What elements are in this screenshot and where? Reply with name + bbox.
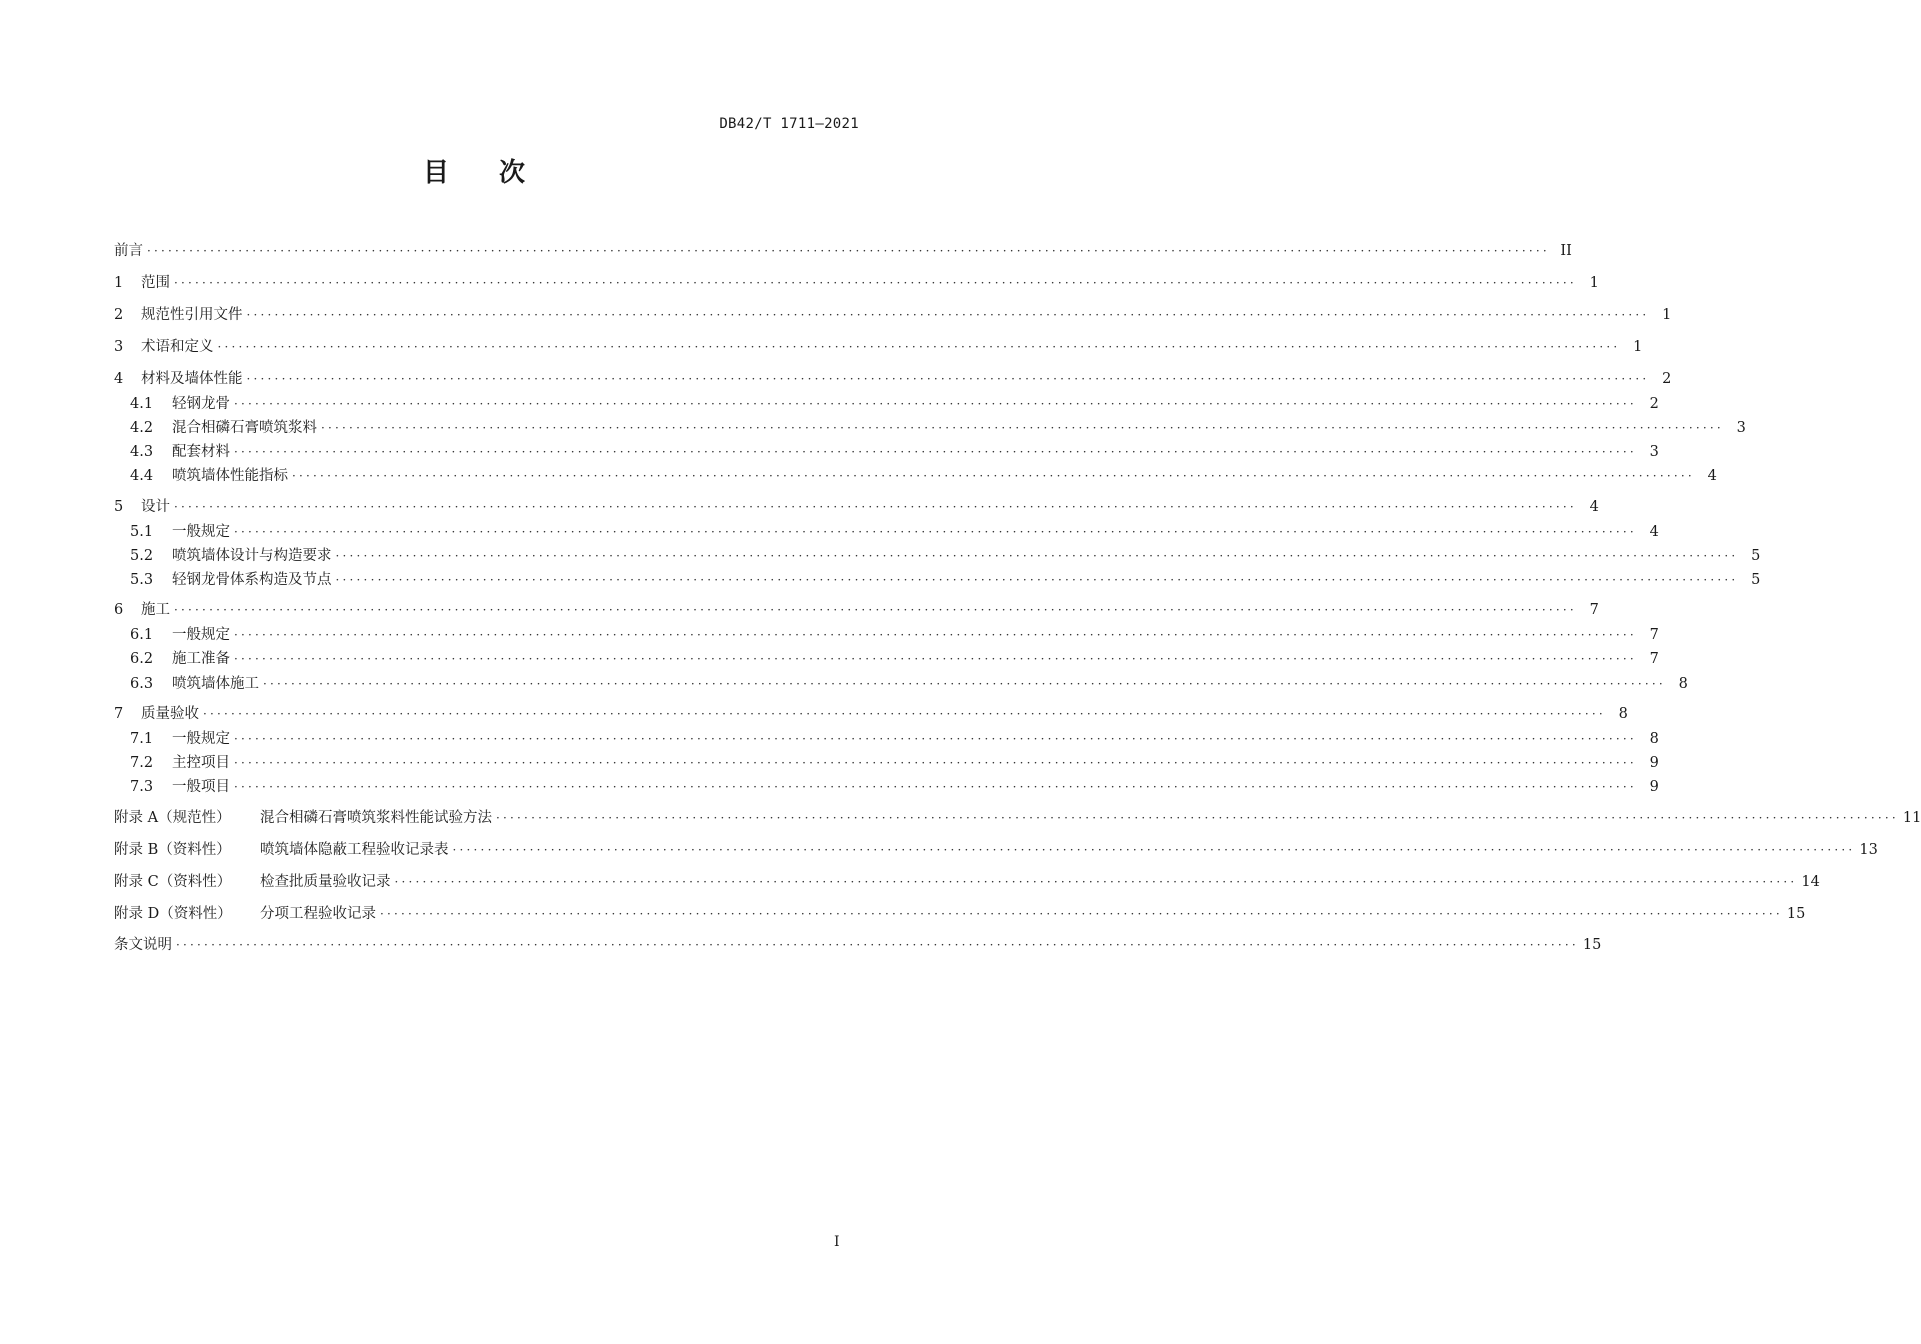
toc-page-number: 5: [1751, 548, 1761, 564]
toc-entry-title: 一般项目: [172, 779, 230, 795]
toc-entry-label: [114, 368, 243, 390]
toc-page-number: 8: [1678, 676, 1688, 692]
toc-entry-number: 7.2: [130, 755, 154, 771]
toc-entry-number: 2: [114, 307, 124, 323]
toc-entry-title: 主控项目: [172, 755, 230, 771]
toc-entry-label: [114, 752, 230, 774]
toc-entry-number: 7: [114, 706, 124, 722]
toc-entry-title: 范围: [141, 275, 170, 291]
toc-entry-number: 4.3: [130, 444, 154, 460]
toc-page-number: 11: [1902, 810, 1921, 826]
toc-entry[interactable]: [114, 871, 1820, 893]
toc-page-number: 1: [1633, 339, 1643, 355]
toc-entry-label: [114, 624, 230, 646]
toc-entry-number: 6.1: [130, 627, 154, 643]
toc-entry[interactable]: [114, 776, 1659, 798]
toc-entry-number: 5.2: [130, 548, 154, 564]
footer-page-number: I: [834, 1234, 840, 1250]
toc-entry-title: 配套材料: [172, 444, 230, 460]
toc-page-number: 15: [1582, 937, 1602, 953]
toc-leader-dots: ········································································································································································································: [452, 843, 1856, 857]
toc-leader-dots: ········································································································································································································: [174, 603, 1577, 617]
toc-entry-title: 检查批质量验收记录: [260, 874, 391, 890]
toc-entry-title: 混合相磷石膏喷筑浆料: [172, 420, 317, 436]
toc-entry-title: 施工: [141, 602, 170, 618]
toc-leader-dots: ········································································································································································································: [234, 652, 1637, 666]
toc-leader-dots: ········································································································································································································: [203, 707, 1606, 721]
toc-page-number: 13: [1859, 842, 1878, 858]
toc-entry-label: [114, 599, 170, 621]
toc-leader-dots: ········································································································································································································: [335, 573, 1739, 587]
toc-entry[interactable]: [114, 521, 1659, 543]
toc-entry[interactable]: [114, 496, 1599, 518]
toc-page-number: 9: [1649, 755, 1659, 771]
toc-entry-label: [114, 839, 449, 861]
toc-leader-dots: ········································································································································································································: [234, 397, 1637, 411]
toc-entry[interactable]: [114, 545, 1761, 567]
toc-entry-number: 5.3: [130, 572, 154, 588]
toc-entry[interactable]: [114, 934, 1602, 956]
toc-leader-dots: ········································································································································································································: [234, 756, 1637, 770]
toc-entry-title: 喷筑墙体性能指标: [172, 468, 288, 484]
toc-page-number: 15: [1786, 906, 1806, 922]
toc-entry[interactable]: [114, 569, 1761, 591]
toc-page-number: 14: [1801, 874, 1820, 890]
toc-entry-label: [114, 393, 230, 415]
toc-entry-number: 3: [114, 339, 124, 355]
toc-entry-title: 混合相磷石膏喷筑浆料性能试验方法: [260, 810, 492, 826]
toc-entry[interactable]: [114, 903, 1806, 925]
toc-entry[interactable]: [114, 703, 1628, 725]
toc-entry[interactable]: [114, 336, 1643, 358]
toc-entry[interactable]: [114, 441, 1659, 463]
toc-entry[interactable]: [114, 417, 1746, 439]
toc-entry[interactable]: [114, 368, 1672, 390]
toc-entry-number: 4.4: [130, 468, 154, 484]
toc-entry[interactable]: [114, 728, 1659, 750]
toc-entry-number: 4.1: [130, 396, 154, 412]
page-title: [0, 152, 950, 189]
toc-leader-dots: ········································································································································································································: [246, 308, 1650, 322]
toc-page-number: 2: [1662, 371, 1672, 387]
toc-entry[interactable]: [114, 599, 1599, 621]
toc-entry-title: 一般规定: [172, 524, 230, 540]
toc-entry-title: 轻钢龙骨体系构造及节点: [172, 572, 332, 588]
appendix-tag: 附录 B（资料性）: [114, 842, 231, 858]
toc-entry-number: 1: [114, 275, 124, 291]
toc-entry-number: 4: [114, 371, 124, 387]
toc-entry[interactable]: [114, 673, 1688, 695]
toc-leader-dots: ········································································································································································································: [234, 732, 1637, 746]
toc-entry-title: 喷筑墙体设计与构造要求: [172, 548, 332, 564]
toc-entry-number: 7.1: [130, 731, 154, 747]
toc-leader-dots: ········································································································································································································: [234, 628, 1637, 642]
toc-page-number: 3: [1736, 420, 1746, 436]
toc-entry-number: 6.2: [130, 651, 154, 667]
toc-entry[interactable]: [114, 624, 1659, 646]
title-char-1: 目: [422, 158, 451, 188]
toc-leader-dots: ········································································································································································································: [147, 244, 1550, 258]
toc-entry[interactable]: [114, 304, 1672, 326]
toc-page-number: 7: [1649, 651, 1659, 667]
toc-leader-dots: ········································································································································································································: [380, 907, 1783, 921]
toc-entry[interactable]: [114, 807, 1921, 829]
toc-entry-label: [114, 934, 172, 956]
toc-entry-label: [114, 417, 317, 439]
toc-entry-title: 一般规定: [172, 627, 230, 643]
toc-page-number: 7: [1649, 627, 1659, 643]
toc-entry-title: 分项工程验收记录: [260, 906, 376, 922]
toc-entry-title: 喷筑墙体隐蔽工程验收记录表: [260, 842, 449, 858]
toc-entry-title: 前言: [114, 243, 143, 259]
toc-entry[interactable]: [114, 240, 1572, 262]
toc-entry-label: [114, 441, 230, 463]
toc-entry-label: [114, 521, 230, 543]
toc-entry-label: [114, 776, 230, 798]
toc-page-number: 5: [1751, 572, 1761, 588]
toc-leader-dots: ········································································································································································································: [321, 421, 1724, 435]
toc-leader-dots: ········································································································································································································: [234, 445, 1637, 459]
toc-page-number: 1: [1589, 275, 1599, 291]
toc-entry-title: 设计: [141, 499, 170, 515]
toc-entry-number: 6: [114, 602, 124, 618]
toc-entry-label: [114, 304, 243, 326]
toc-entry-label: [114, 703, 199, 725]
toc-entry[interactable]: [114, 648, 1659, 670]
toc-entry-label: [114, 496, 170, 518]
toc-entry-label: [114, 903, 376, 925]
toc-entry[interactable]: [114, 465, 1717, 487]
toc-entry-number: 7.3: [130, 779, 154, 795]
toc-entry-label: [114, 336, 214, 358]
toc-page-number: 4: [1649, 524, 1659, 540]
toc-entry-number: 6.3: [130, 676, 154, 692]
toc-entry[interactable]: [114, 839, 1878, 861]
toc-entry-number: 5: [114, 499, 124, 515]
toc-leader-dots: ········································································································································································································: [263, 677, 1666, 691]
toc-entry-label: [114, 871, 391, 893]
toc-page-number: 4: [1707, 468, 1717, 484]
toc-entry-number: 5.1: [130, 524, 154, 540]
title-char-2: 次: [499, 158, 528, 188]
toc-page-number: II: [1560, 243, 1572, 259]
toc-entry-label: [114, 240, 143, 262]
toc-leader-dots: ········································································································································································································: [176, 938, 1579, 952]
toc-page-number: 1: [1662, 307, 1672, 323]
toc-page-number: 3: [1649, 444, 1659, 460]
toc-leader-dots: ········································································································································································································: [292, 469, 1695, 483]
toc-entry-label: [114, 807, 492, 829]
toc-page-number: 2: [1649, 396, 1659, 412]
toc-leader-dots: ········································································································································································································: [234, 780, 1637, 794]
toc-page-number: 8: [1618, 706, 1628, 722]
toc-entry-title: 材料及墙体性能: [141, 371, 243, 387]
toc-entry[interactable]: [114, 752, 1659, 774]
toc-entry-label: [114, 648, 230, 670]
toc-entry-title: 术语和定义: [141, 339, 214, 355]
appendix-tag: 附录 D（资料性）: [114, 906, 232, 922]
toc-entry-title: 施工准备: [172, 651, 230, 667]
toc-entry-label: [114, 673, 259, 695]
toc-page-number: 9: [1649, 779, 1659, 795]
toc-leader-dots: ········································································································································································································: [217, 340, 1621, 354]
toc-entry-number: 4.2: [130, 420, 154, 436]
toc-entry-label: [114, 728, 230, 750]
standard-code: DB42/T 1711—2021: [719, 116, 859, 132]
toc-entry[interactable]: [114, 272, 1599, 294]
toc-entry-title: 质量验收: [141, 706, 199, 722]
toc-entry-title: 规范性引用文件: [141, 307, 243, 323]
toc-page-number: 8: [1649, 731, 1659, 747]
toc-leader-dots: ········································································································································································································: [394, 875, 1798, 889]
toc-entry-title: 轻钢龙骨: [172, 396, 230, 412]
toc-leader-dots: ········································································································································································································: [174, 500, 1577, 514]
toc-entry-title: 喷筑墙体施工: [172, 676, 259, 692]
toc-page-number: 4: [1589, 499, 1599, 515]
toc-leader-dots: ········································································································································································································: [234, 525, 1637, 539]
toc-entry-label: [114, 272, 170, 294]
toc-leader-dots: ········································································································································································································: [174, 276, 1577, 290]
toc-entry-label: [114, 545, 332, 567]
toc-entry[interactable]: [114, 393, 1659, 415]
toc-leader-dots: ········································································································································································································: [496, 811, 1899, 825]
toc-entry-title: 一般规定: [172, 731, 230, 747]
toc-entry-label: [114, 569, 332, 591]
appendix-tag: 附录 C（资料性）: [114, 874, 232, 890]
toc-page-number: 7: [1589, 602, 1599, 618]
toc-leader-dots: ········································································································································································································: [246, 372, 1650, 386]
toc-entry-label: [114, 465, 288, 487]
toc-entry-title: 条文说明: [114, 937, 172, 953]
appendix-tag: 附录 A（规范性）: [114, 810, 231, 826]
toc-leader-dots: ········································································································································································································: [335, 549, 1739, 563]
